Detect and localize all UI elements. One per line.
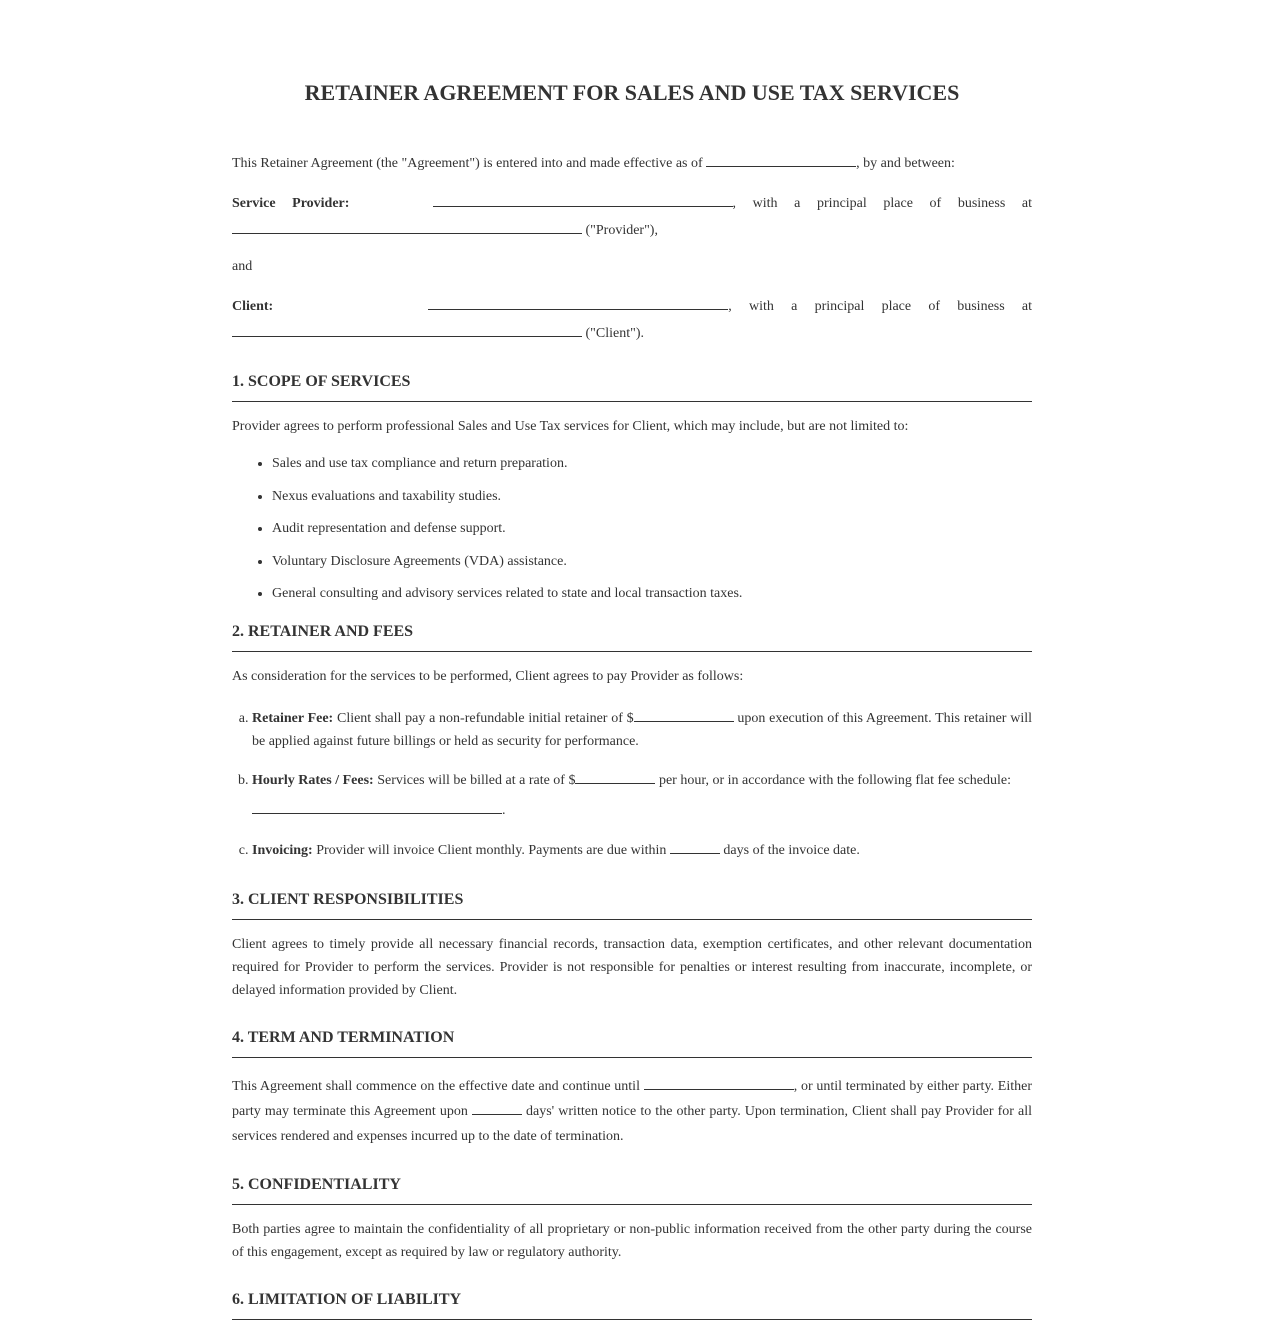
flat-fee-schedule-field[interactable] (252, 799, 502, 814)
client-name-field[interactable] (428, 295, 728, 310)
and-text: and (232, 259, 253, 274)
provider-label: Service Provider: (232, 196, 350, 211)
provider-suffix: ("Provider"), (582, 223, 658, 238)
list-item: • Voluntary Disclosure Agreements (VDA) assistance. (272, 552, 1032, 572)
client-responsibilities-text: Client agrees to timely provide all necessary financial records, transaction data, exemption certificates, and other relevant documentation required for Provider to perform the services. Provider is not responsible for penalties or interest resulting from inaccurate, incomplete, or delayed information provided by Client. (232, 937, 1032, 998)
section-heading-fees: 2. RETAINER AND FEES (232, 622, 1032, 652)
section-heading-confidentiality: 5. CONFIDENTIALITY (232, 1175, 1032, 1205)
client-text: , with a principal place of business at (728, 299, 1033, 314)
intro-paragraph (232, 152, 1032, 175)
agreement-page (232, 0, 1032, 1320)
fees-list (232, 707, 1032, 862)
intro-text: This Retainer Agreement (the "Agreement") is entered into and made effective as of (232, 156, 703, 171)
term-text (232, 1074, 1032, 1149)
list-item: • General consulting and advisory services related to state and local transaction taxes. (272, 584, 1032, 604)
hourly-rate-field[interactable] (575, 769, 655, 784)
provider-text: , with a principal place of business at (732, 196, 1033, 211)
notice-days-field[interactable] (472, 1100, 522, 1115)
retainer-amount-field[interactable] (634, 707, 734, 722)
payment-days-field[interactable] (670, 839, 720, 854)
client-address-line (232, 322, 1032, 345)
client-label: Client: (232, 299, 274, 314)
term-text-end: days' written notice to the other party. Upon termination, Client shall pay Provider for all services rendered and expenses incurred up to the date of termination. (232, 1104, 1032, 1144)
invoicing-text-after: days of the invoice date. (719, 843, 860, 858)
effective-date-field[interactable] (706, 152, 856, 167)
retainer-fee-label: Retainer Fee: (252, 711, 334, 726)
term-text-mid: , or until terminated by either party. Either party may terminate this Agreement upon (232, 1079, 1032, 1119)
list-item: • Sales and use tax compliance and return preparation. (272, 454, 1032, 474)
section-heading-scope: 1. SCOPE OF SERVICES (232, 372, 1032, 402)
scope-intro: Provider agrees to perform professional Sales and Use Tax services for Client, which may include, but are not limited to: (232, 419, 909, 434)
retainer-fee-text: Client shall pay a non-refundable initial retainer of $ (333, 711, 634, 726)
fees-intro: As consideration for the services to be performed, Client agrees to pay Provider as follows: (232, 669, 744, 684)
client-address-field[interactable] (232, 322, 582, 337)
section-heading-liability: 6. LIMITATION OF LIABILITY (232, 1290, 1032, 1320)
document-title: RETAINER AGREEMENT FOR SALES AND USE TAX SERVICES (304, 80, 960, 105)
hourly-rate-end: . (502, 803, 506, 818)
hourly-rate-item (252, 766, 1032, 826)
provider-name-field[interactable] (433, 192, 733, 207)
confidentiality-text: Both parties agree to maintain the confidentiality of all proprietary or non-public information received from the other party during the course of this engagement, except as required by law or regulatory authority. (232, 1222, 1032, 1260)
client-suffix: ("Client"). (582, 326, 644, 341)
provider-address-line (232, 219, 1032, 242)
invoicing-text: Provider will invoice Client monthly. Payments are due within (312, 843, 670, 858)
intro-text-after: , by and between: (856, 156, 955, 171)
hourly-rate-text: Services will be billed at a rate of $ (373, 773, 576, 788)
term-text-start: This Agreement shall commence on the effective date and continue until (232, 1079, 644, 1094)
retainer-fee-text-after: upon execution of this Agreement. This retainer will be applied against future billings or held as security for performance. (252, 711, 1032, 749)
retainer-fee-item (252, 707, 1032, 753)
provider-line (232, 192, 1032, 215)
invoicing-label: Invoicing: (252, 843, 313, 858)
invoicing-item (252, 839, 1032, 862)
client-line (232, 295, 1032, 318)
hourly-rate-label: Hourly Rates / Fees: (252, 773, 374, 788)
section-heading-term: 4. TERM AND TERMINATION (232, 1028, 1032, 1058)
hourly-rate-text-after: per hour, or in accordance with the following flat fee schedule: (655, 773, 1011, 788)
list-item: • Nexus evaluations and taxability studies. (272, 487, 1032, 507)
term-end-date-field[interactable] (644, 1075, 794, 1090)
section-heading-client-responsibilities: 3. CLIENT RESPONSIBILITIES (232, 890, 1032, 920)
services-list (232, 454, 1032, 604)
provider-address-field[interactable] (232, 219, 582, 234)
list-item: • Audit representation and defense support. (272, 519, 1032, 539)
